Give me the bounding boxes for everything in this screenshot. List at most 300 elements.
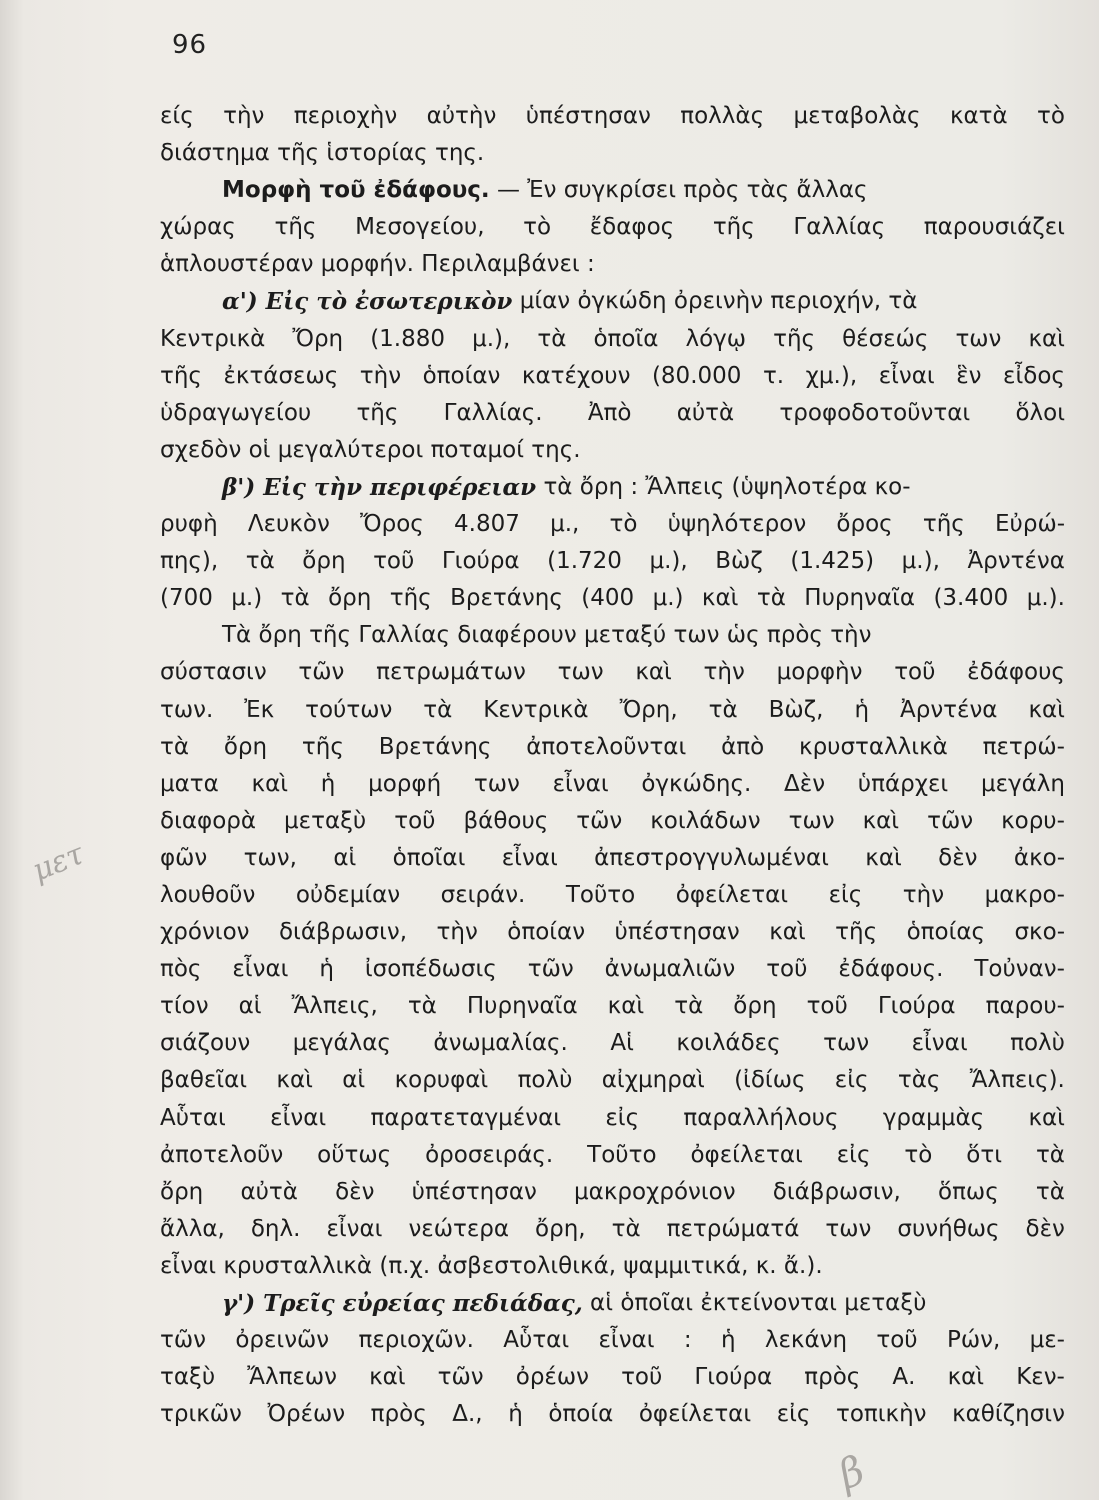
word: τὸ	[1037, 103, 1065, 129]
text-line	[160, 432, 1065, 469]
word: Γαλλίας	[793, 214, 886, 241]
word: ἀκο-	[1013, 844, 1065, 871]
word: τὴν	[902, 881, 945, 908]
word: καὶ	[276, 1067, 313, 1094]
word: τὴν	[703, 659, 745, 686]
word: περιοχῶν.	[358, 1327, 474, 1354]
word: μ.),	[472, 325, 511, 352]
word: διάβρωσιν,	[772, 1178, 901, 1205]
word: τῶν	[527, 956, 574, 983]
word: τῆς	[773, 325, 816, 352]
word: μορφή	[368, 770, 442, 797]
text-line	[160, 395, 1065, 432]
word: ὄρη	[302, 548, 346, 575]
word: μ.)	[652, 585, 684, 612]
word: Εὐρώ-	[995, 511, 1065, 538]
line-text: μίαν ὀγκώδη ὀρεινὴν περιοχήν, τὰ	[512, 288, 918, 315]
word: βαθεῖαι	[160, 1067, 248, 1094]
word: Αὗται	[160, 1104, 226, 1131]
margin-pencil-mark: μετ	[27, 836, 89, 889]
word: κρυσταλλικὰ	[799, 733, 948, 760]
word: Βρετάνης	[378, 733, 492, 760]
word: ὁποίας	[906, 919, 986, 946]
word: ὑπέστησαν	[411, 1178, 537, 1205]
word: Αἱ	[610, 1030, 634, 1057]
word: τὸ	[904, 1141, 933, 1168]
text-line	[160, 246, 1065, 283]
text-line	[160, 1174, 1065, 1211]
word: τῆς	[712, 214, 755, 241]
word: (1.720	[547, 548, 622, 575]
word: Ὄρος	[360, 511, 424, 538]
word: καὶ	[251, 770, 289, 797]
word: ἐδάφους.	[838, 956, 944, 983]
word: Αὗται	[503, 1327, 570, 1354]
word: τοῦ	[876, 1327, 918, 1354]
word: ὀγκώδης.	[641, 770, 752, 797]
word: ὁποία	[548, 1401, 614, 1428]
word: Δὲν	[784, 770, 826, 797]
word: τὸ	[523, 214, 552, 241]
word: ἡ	[320, 770, 336, 797]
word: ἔδαφος	[589, 214, 675, 241]
word: τὰ	[280, 585, 310, 612]
text-line	[160, 766, 1065, 803]
word: ὑπάρχει	[857, 770, 949, 797]
word: λόγῳ	[685, 325, 747, 352]
word: των	[825, 1215, 872, 1242]
word: παρου-	[985, 993, 1065, 1020]
word: καὶ	[1028, 325, 1065, 352]
word: χρόνιον	[160, 919, 250, 946]
word: μεγάλη	[980, 770, 1065, 797]
text-line	[160, 1211, 1065, 1248]
word: καὶ	[947, 1364, 985, 1391]
word: δὲν	[335, 1178, 375, 1205]
text-line	[160, 1025, 1065, 1062]
word: καὶ	[862, 807, 900, 834]
word: ἄλλα,	[160, 1215, 225, 1242]
word: τὰ	[423, 696, 453, 723]
word: ὁποῖαι	[392, 844, 466, 871]
word: των,	[243, 844, 297, 871]
word: τῆς	[922, 511, 965, 538]
word: τὰ	[407, 993, 437, 1020]
word: τίον	[160, 993, 209, 1020]
text-line	[160, 209, 1065, 246]
word: ἀποτελοῦνται	[526, 733, 687, 760]
text-line	[160, 729, 1065, 766]
text-line	[160, 1322, 1065, 1359]
word: ἐκτάσεως	[223, 362, 339, 389]
word: τὴν	[223, 103, 265, 129]
word: τὴν	[436, 919, 478, 946]
text-line	[160, 877, 1065, 914]
word: Πυρηναῖα	[466, 993, 578, 1020]
word: Ὄρη,	[619, 696, 678, 723]
word: σκο-	[1014, 919, 1065, 946]
word: καὶ	[1028, 1104, 1065, 1131]
word: ὁποῖα	[593, 325, 659, 352]
word: παρατεταγμέναι	[370, 1104, 562, 1131]
word: Ὀρέων	[267, 1401, 346, 1428]
text-line	[160, 840, 1065, 877]
word: Ἄλπεις).	[969, 1067, 1065, 1094]
word: ὅπως	[938, 1178, 999, 1205]
word: μ.),	[901, 548, 940, 575]
word: θέσεώς	[842, 325, 929, 352]
word: αὐτὰ	[240, 1178, 298, 1205]
line-text: ἁπλουστέραν μορφήν. Περιλαμβάνει :	[160, 251, 595, 278]
word: τὰ	[708, 696, 738, 723]
word: καὶ	[769, 919, 806, 946]
word: Ἀρντένα	[899, 696, 998, 723]
word: παρουσιάζει	[923, 214, 1065, 241]
word: τῆς	[160, 362, 202, 389]
word: καὶ	[1028, 696, 1065, 723]
word: Ἄλπεων	[247, 1364, 337, 1391]
word: Κεντρικὰ	[483, 696, 589, 723]
word: ἀπὸ	[721, 733, 765, 760]
word: τῶν	[927, 807, 974, 834]
word: των.	[160, 696, 214, 723]
word: πὸς	[160, 956, 202, 983]
word: σιάζουν	[160, 1030, 251, 1057]
word: ὀρεινῶν	[235, 1327, 330, 1354]
word: Γαλλίας.	[443, 399, 543, 426]
word: τροφοδοτοῦνται	[779, 399, 971, 426]
word: Κεν-	[1016, 1364, 1065, 1391]
line-text: διάστημα τῆς ἱστορίας της.	[160, 140, 485, 167]
word: ὀφείλεται	[638, 1401, 752, 1428]
word: πης),	[160, 548, 219, 575]
word: δὲν	[938, 844, 978, 871]
word: ἓν	[956, 362, 982, 389]
word: νεώτερα	[408, 1215, 510, 1242]
word: ἀνωμαλίας.	[433, 1030, 568, 1057]
word: Ἄλπεις,	[291, 993, 378, 1020]
word: των	[473, 770, 520, 797]
word: τὰς	[897, 1067, 941, 1094]
word: ματα	[160, 770, 219, 797]
word: Τοὐναν-	[974, 956, 1065, 983]
word: καθίζησιν	[952, 1401, 1065, 1428]
word: Βρετάνης	[450, 585, 563, 612]
word: είς	[160, 103, 194, 129]
word: τὰ	[160, 733, 190, 760]
word: Ρών,	[946, 1327, 1001, 1354]
word: Κεντρικὰ	[160, 325, 266, 352]
word: τοῦ	[373, 548, 415, 575]
line-text: σχεδὸν οἱ μεγαλύτεροι ποταμοί της.	[160, 436, 581, 463]
word: εἰς	[605, 1104, 640, 1131]
word: εἶναι	[598, 1327, 655, 1354]
word: τὰ	[537, 325, 567, 352]
word: μεταβολὰς	[793, 103, 921, 129]
word: καὶ	[607, 993, 645, 1020]
word: τῆς	[389, 585, 432, 612]
body-text	[160, 98, 1065, 1433]
word: εἶναι	[326, 1215, 383, 1242]
word: αἱ	[333, 844, 357, 871]
word: καὶ	[369, 1364, 406, 1391]
word: (80.000	[651, 362, 742, 389]
word: μακρο-	[984, 881, 1065, 908]
text-line	[160, 358, 1065, 395]
text-line	[160, 172, 1065, 209]
word: ἰσοπέδωσις	[364, 956, 497, 983]
line-text: — Ἐν συγκρίσει πρὸς τὰς ἄλλας	[489, 177, 868, 204]
word: ὅτι	[966, 1141, 1002, 1168]
word: πολὺ	[1010, 1030, 1065, 1057]
word: τοῦ	[806, 993, 848, 1020]
word: τὴν	[359, 362, 402, 389]
word: οὕτως	[317, 1141, 392, 1168]
word: ρυφὴ	[160, 511, 218, 538]
text-line	[160, 617, 1065, 654]
word: ἐδάφους	[967, 659, 1065, 686]
word: αὐτὰ	[676, 399, 735, 426]
word: Ἀρντένα	[967, 548, 1065, 575]
word: τοῦ	[766, 956, 808, 983]
word: τοῦ	[894, 659, 936, 686]
text-line	[160, 654, 1065, 691]
word: πολλὰς	[680, 103, 765, 129]
word: των	[955, 325, 1002, 352]
word: Τοῦτο	[587, 1141, 657, 1168]
word: ἡ	[319, 956, 334, 983]
word: των	[823, 1030, 870, 1057]
word: χμ.),	[805, 362, 858, 389]
text-line	[160, 580, 1065, 617]
word: τὰ	[1035, 1178, 1065, 1205]
text-line	[160, 321, 1065, 358]
line-text: Τὰ ὄρη τῆς Γαλλίας διαφέρουν μεταξύ των ὡς πρὸς τὴν	[222, 622, 872, 649]
word: εἶναι	[552, 770, 609, 797]
text-line	[160, 1396, 1065, 1433]
word: γραμμὰς	[882, 1104, 985, 1131]
word: εἶδος	[1003, 362, 1065, 389]
word: σύστασιν	[160, 659, 267, 686]
word: δὲν	[1025, 1215, 1065, 1242]
word: τὰ	[1035, 1141, 1065, 1168]
word: τοπικὴν	[835, 1401, 927, 1428]
word: (700	[160, 585, 213, 612]
word: Λευκὸν	[247, 511, 330, 538]
word: τῶν	[437, 1364, 484, 1391]
word: εἰς	[776, 1401, 811, 1428]
text-line	[160, 988, 1065, 1025]
text-line	[160, 1062, 1065, 1099]
word: ὀρέων	[515, 1364, 589, 1391]
text-line	[160, 1100, 1065, 1137]
word: :	[683, 1327, 692, 1354]
word: τὰ	[756, 585, 786, 612]
word: τῆς	[835, 919, 878, 946]
word: εἶναι	[270, 1104, 327, 1131]
word: κατὰ	[949, 103, 1008, 129]
word: τοῦ	[394, 807, 436, 834]
word: μ.).	[1026, 585, 1065, 612]
word: πρὸς	[370, 1401, 427, 1428]
word: πετρώ-	[982, 733, 1065, 760]
word: εἶναι	[878, 362, 935, 389]
word: εἶναι	[232, 956, 289, 983]
text-line	[160, 506, 1065, 543]
word: κατέχουν	[521, 362, 631, 389]
word: διαφορὰ	[160, 807, 257, 834]
word: τρικῶν	[160, 1401, 242, 1428]
word: ὑδραγωγείου	[160, 399, 312, 426]
word: βάθους	[463, 807, 549, 834]
word: Δ.,	[452, 1401, 483, 1428]
word: μορφὴν	[776, 659, 863, 686]
word: Τοῦτο	[565, 881, 636, 908]
word: μεταξὺ	[284, 807, 367, 834]
word: εἰς	[828, 881, 863, 908]
word: ὁποίαν	[422, 362, 501, 389]
word: μακροχρόνιον	[574, 1178, 736, 1205]
word: ἡ	[720, 1327, 736, 1354]
word: Ἐκ	[244, 696, 275, 723]
word: συνήθως	[897, 1215, 1000, 1242]
bottom-pencil-mark: β	[832, 1447, 871, 1499]
word: ταξὺ	[160, 1364, 216, 1391]
word: τ.	[762, 362, 785, 389]
word: οὐδεμίαν	[295, 881, 401, 908]
text-line	[160, 135, 1065, 172]
text-line	[160, 283, 1065, 320]
word: ὄρη	[328, 585, 372, 612]
word: (3.400	[933, 585, 1009, 612]
word: ὀφείλεται	[690, 1141, 803, 1168]
word: ὄρη	[733, 993, 777, 1020]
word: (ἰδίως	[734, 1067, 806, 1094]
word: ὄρη,	[535, 1215, 586, 1242]
word: πετρωμάτων	[376, 659, 526, 686]
word: δηλ.	[250, 1215, 301, 1242]
line-text: αἱ ὁποῖαι ἐκτείνονται μεταξὺ	[582, 1290, 927, 1316]
word: ὀροσειράς.	[425, 1141, 554, 1168]
word: τὰ	[611, 1215, 641, 1242]
word: αὐτὴν	[426, 103, 497, 129]
word: Α.	[892, 1364, 916, 1391]
word: καὶ	[865, 844, 902, 871]
word: μ.)	[231, 585, 263, 612]
word: τὰ	[674, 993, 704, 1020]
word: ὑπέστησαν	[525, 103, 651, 129]
word: εἶναι	[911, 1030, 968, 1057]
word: πετρώματά	[666, 1215, 800, 1242]
word: Βὼζ	[715, 548, 763, 575]
word: ὄρη	[223, 733, 268, 760]
word: κορυφαὶ	[394, 1067, 489, 1094]
word: τῶν	[576, 807, 623, 834]
word: ὑπέστησαν	[614, 919, 740, 946]
word: περιοχὴν	[293, 103, 398, 129]
word: εἶναι	[501, 844, 558, 871]
word: μ.),	[649, 548, 688, 575]
word: τῆς	[301, 733, 344, 760]
word: χώρας	[160, 214, 236, 241]
page-number: 96	[172, 30, 208, 60]
section-heading: Μορφὴ τοῦ ἐδάφους.	[222, 177, 490, 204]
word: (400	[581, 585, 635, 612]
word: τούτων	[305, 696, 393, 723]
word: ὅλοι	[1015, 399, 1065, 426]
word: ὁποίαν	[507, 919, 586, 946]
word: Γιούρα	[694, 1364, 773, 1391]
word: Μεσογείου,	[355, 214, 485, 241]
text-line	[160, 1359, 1065, 1396]
word: φῶν	[160, 844, 208, 871]
text-line	[160, 1285, 1065, 1322]
line-text: τὰ ὄρη : Ἄλπεις (ὑψηλοτέρα κο-	[536, 473, 911, 500]
text-line	[160, 469, 1065, 506]
word: κοιλάδες	[676, 1030, 781, 1057]
text-line	[160, 1137, 1065, 1174]
word: Ἀπὸ	[587, 399, 632, 426]
text-line	[160, 692, 1065, 729]
word: μ.,	[550, 511, 580, 538]
word: εἰς	[834, 1067, 869, 1094]
word: αἱ	[238, 993, 262, 1020]
word: λουθοῦν	[160, 881, 256, 908]
word: ἀποτελοῦν	[160, 1141, 284, 1168]
word: τῆς	[274, 214, 317, 241]
text-line	[160, 543, 1065, 580]
word: μεγάλας	[292, 1030, 391, 1057]
word: των	[788, 807, 835, 834]
word: με-	[1029, 1327, 1065, 1354]
word: λεκάνη	[764, 1327, 848, 1354]
list-item-label: β') Εἰς τὴν περιφέρειαν	[222, 473, 537, 501]
word: πολὺ	[517, 1067, 573, 1094]
word: πρὸς	[804, 1364, 861, 1391]
word: ὀφείλεται	[675, 881, 789, 908]
word: ὄρη	[160, 1178, 204, 1205]
text-line	[160, 803, 1065, 840]
word: σειράν.	[440, 881, 526, 908]
word: παραλλήλους	[683, 1104, 839, 1131]
word: τὰ	[245, 548, 275, 575]
word: τῶν	[298, 659, 345, 686]
word: των	[557, 659, 604, 686]
word: κορυ-	[1001, 807, 1065, 834]
word: ἡ	[508, 1401, 523, 1428]
word: ὄρος	[836, 511, 893, 538]
word: (1.425)	[790, 548, 875, 575]
word: ἡ	[854, 696, 870, 723]
line-text: εἶναι κρυσταλλικὰ (π.χ. ἀσβεστολιθικά, ψαμμιτικά, κ. ἄ.).	[160, 1252, 823, 1279]
word: αἰχμηραὶ	[601, 1067, 705, 1094]
word: 4.807	[454, 511, 520, 538]
word: Γιούρα	[877, 993, 956, 1020]
word: εἰς	[836, 1141, 871, 1168]
text-line	[160, 951, 1065, 988]
text-line	[160, 914, 1065, 951]
word: Γιούρα	[441, 548, 520, 575]
text-line	[160, 1248, 1065, 1285]
word: Βὼζ,	[768, 696, 824, 723]
word: καὶ	[701, 585, 739, 612]
list-item-label: γ') Τρεῖς εὐρείας πεδιάδας,	[222, 1290, 583, 1317]
word: (1.880	[370, 325, 446, 352]
word: τοῦ	[621, 1364, 663, 1391]
word: ἀπεστρογγυλωμέναι	[594, 844, 829, 871]
word: καὶ	[635, 659, 672, 686]
word: αἱ	[342, 1067, 366, 1094]
